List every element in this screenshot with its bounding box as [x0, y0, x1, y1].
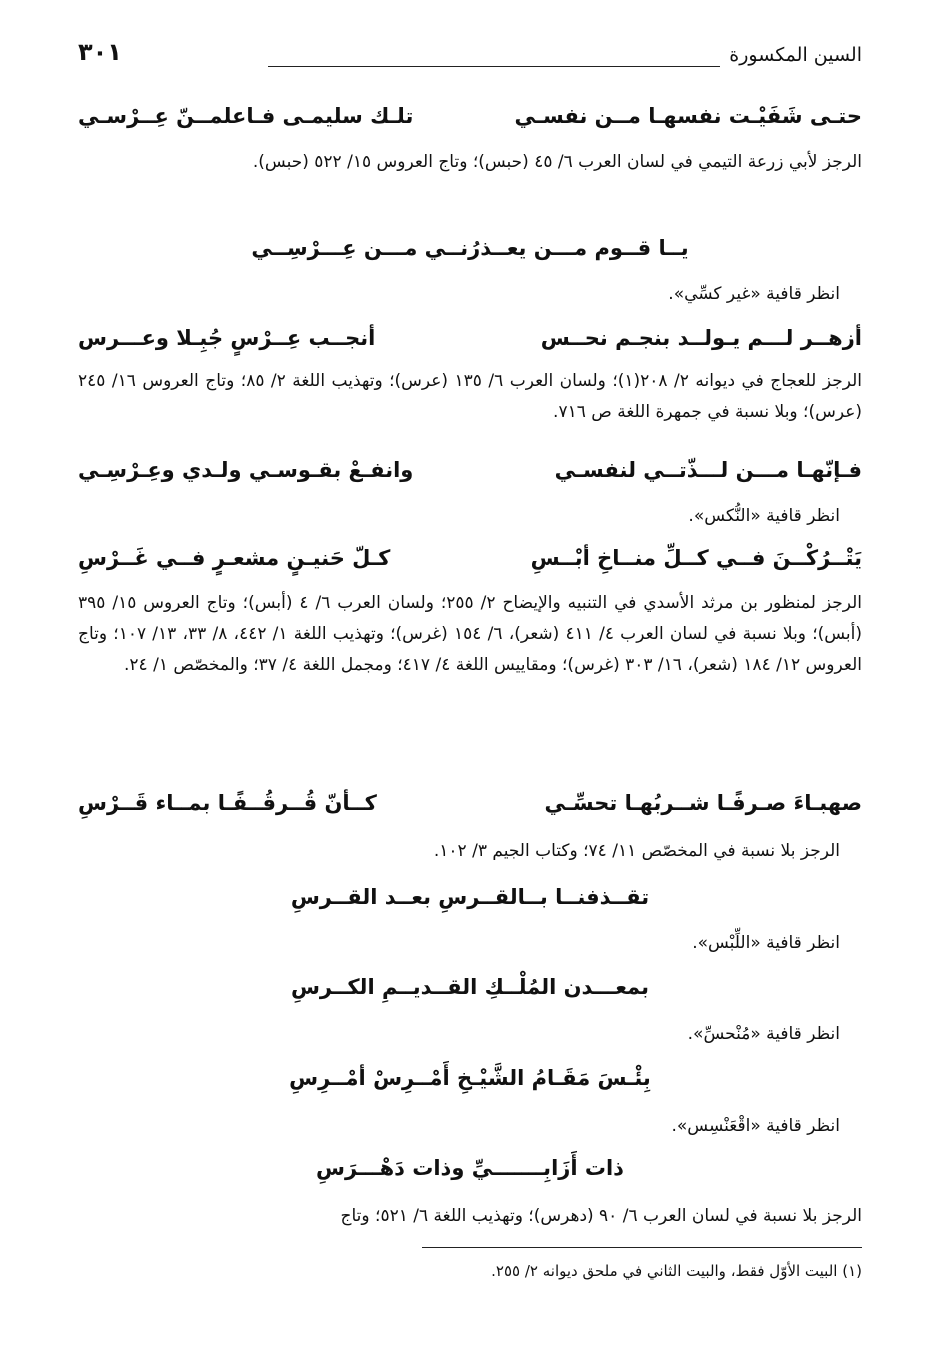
- verse-line: [78, 455, 862, 485]
- attribution-note: الرجز بلا نسبة في لسان العرب ٦/ ٩٠ (دهرس)؛ وتهذيب اللغة ٦/ ٥٢١؛ وتاج: [340, 1206, 862, 1226]
- verse-first-hemistich: صهبـاءَ صـرفًـا شــربُهـا تحسِّـي: [544, 791, 862, 815]
- verse-first-hemistich: يَتْــرُكْــنَ فــي كــلِّ منــاخِ أبْــسِ: [530, 546, 862, 570]
- verse-line: [78, 233, 862, 263]
- attribution-note: الرجز لأبي زرعة التيمي في لسان العرب ٦/ ٤٥ (حبس)؛ وتاج العروس ١٥/ ٥٢٢ (حبس).: [252, 152, 862, 172]
- page-number: ٣٠١: [78, 38, 122, 66]
- cross-reference: انظر قافية «اقْعَنْسِس».: [671, 1116, 840, 1136]
- verse-line: [78, 1153, 862, 1183]
- cross-reference: الرجز بلا نسبة في المخصّص ١١/ ٧٤؛ وكتاب الجيم ٣/ ١٠٢.: [433, 841, 840, 861]
- verse-line: [78, 788, 862, 818]
- verse-second-hemistich: كـلّ حَنيـنٍ مشعـرٍ فــي غَــرْسِ: [78, 546, 391, 570]
- verse-first-hemistich: أزهــر لـــم يـولــد بنجـم نحــس: [540, 326, 862, 350]
- footnote-rule: [422, 1247, 862, 1248]
- attribution-note: الرجز للعجاج في ديوانه ٢/ ٢٠٨(١)؛ ولسان العرب ٦/ ١٣٥ (عرس)؛ وتهذيب اللغة ٢/ ٨٥؛ وتاج العروس ١٦/ ٢٤٥ (عرس)؛ وبلا نسبة في جمهرة اللغة ص ٧١٦.: [78, 371, 862, 422]
- verse-line: [78, 882, 862, 912]
- verse-first-hemistich: فـإنّهـا مـــن لـــذّتــي لنفسـي: [554, 458, 862, 482]
- single-verse: يــا قــوم مـــن يعــذرُنــي مـــن عِـــرْسِــي: [251, 236, 689, 260]
- single-verse: تقــذفنــا بــالقــرسِ بعــد القــرسِ: [290, 885, 650, 909]
- verse-second-hemistich: تلـك سليمـى فـاعلمــنّ عِــرْسـي: [78, 104, 414, 128]
- attribution-note: الرجز لمنظور بن مرثد الأسدي في التنبيه والإيضاح ٢/ ٢٥٥؛ ولسان العرب ٦/ ٤ (أبس)؛ وتاج العروس ١٥/ ٣٩٥ (أبس)؛ وبلا نسبة في لسان العرب ٤/ ٤١١ (شعر)، ٦/ ١٥٤ (غرس)؛ وتهذيب اللغة ١/ ٤٤٢، ٨/ ٣٣، ١٣/ ١٠٧؛ وتاج العروس ١٢/ ١٨٤ (شعر)، ١٦/ ٣٠٣ (غرس)؛ ومقاييس اللغة ٤/ ٤١٧؛ ومجمل اللغة ٤/ ٣٧؛ والمخصّص ١/ ٢٤.: [78, 593, 863, 675]
- single-verse: ذات أَزَابِـــــــيِّ وذات دَهْـــرَسِ: [316, 1156, 624, 1180]
- cross-reference: انظر قافية «النُّكس».: [688, 506, 840, 526]
- footnote: (١) البيت الأوّل فقط، والبيت الثاني في ملحق ديوانه ٢/ ٢٥٥.: [491, 1262, 862, 1280]
- single-verse: بمعـــدن المُلْــكِ القــديــمِ الكــرسِ: [290, 975, 650, 999]
- verse-line: [78, 543, 862, 573]
- cross-reference: انظر قافية «اللِّبْس».: [692, 933, 840, 953]
- verse-line: [78, 1063, 862, 1093]
- verse-line: [78, 101, 862, 131]
- verse-second-hemistich: وانفـعْ بقـوسـي ولـدي وعِـرْسِـي: [78, 458, 414, 482]
- verse-second-hemistich: كــأنّ قُــرقُــفًـا بمــاء قَــرْسِ: [78, 791, 377, 815]
- cross-reference: انظر قافية «غير كسِّي».: [668, 284, 840, 304]
- page-header: [78, 36, 862, 76]
- verse-line: [78, 972, 862, 1002]
- running-title: السين المكسورة: [729, 44, 862, 66]
- verse-second-hemistich: أنجــب عِــرْسٍ جُبِـلا وعـــرس: [78, 326, 376, 350]
- cross-reference: انظر قافية «مُنْحسِّ».: [687, 1024, 840, 1044]
- header-rule: [268, 66, 720, 67]
- verse-line: [78, 323, 862, 353]
- single-verse: بِئْـسَ مَقَـامُ الشَّيْـخِ أَمْــرِسْ أمْــرِسِ: [289, 1066, 651, 1090]
- verse-first-hemistich: حتـى شَفَيْـت نفسهـا مــن نفسـي: [514, 104, 862, 128]
